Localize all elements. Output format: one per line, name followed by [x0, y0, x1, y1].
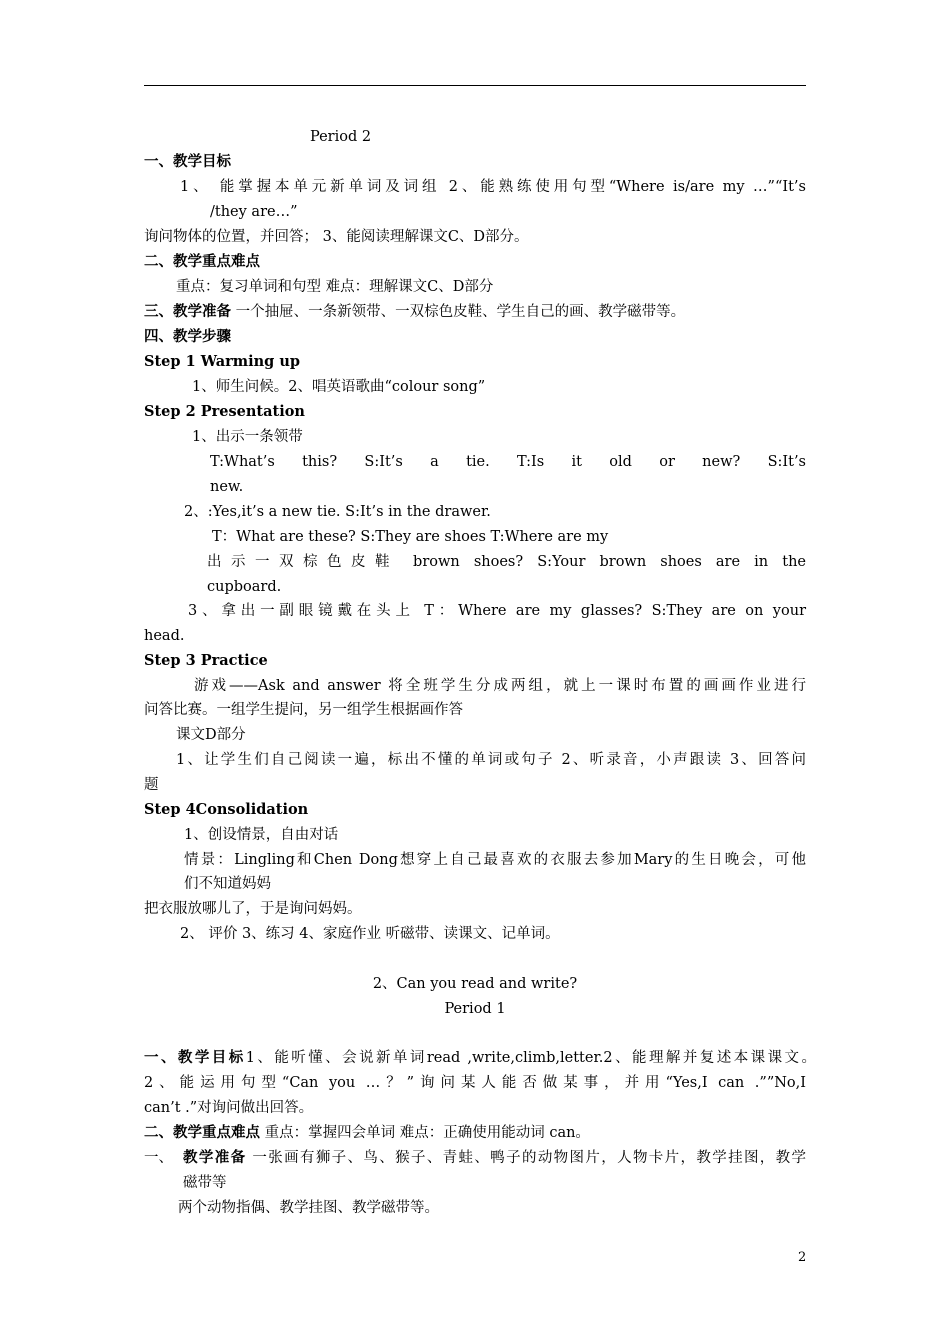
dialogue-line: 3、拿出一副眼镜戴在头上 T：Where are my glasses? S:They are on your: [188, 603, 806, 619]
section-heading: 教学准备: [183, 1149, 247, 1166]
paragraph: 1、让学生们自己阅读一遍，标出不懂的单词或句子 2、听录音，小声跟读 3、回答问: [176, 752, 806, 768]
section-heading: 四、教学步骤: [144, 328, 231, 345]
paragraph: [183, 1148, 806, 1168]
step-heading: Step 2 Presentation: [144, 403, 305, 420]
paragraph-text: 1、能听懂、会说新单词read ,write,climb,letter.2、能理解并复述本课课文。: [245, 1050, 817, 1066]
section-heading: 二、教学重点难点: [144, 253, 260, 270]
section-heading: 三、教学准备: [144, 303, 231, 320]
dialogue-line: T：What are these? S:They are shoes T:Where are my: [212, 529, 609, 545]
section-heading: 一、教学目标: [144, 153, 231, 170]
paragraph: 1、 能掌握本单元新单词及词组 2、能熟练使用句型“Where is/are my …”“It’s: [180, 179, 806, 195]
paragraph: 游戏——Ask and answer 将全班学生分成两组，就上一课时布置的画画作业进行: [194, 678, 806, 694]
paragraph: 们不知道妈妈: [184, 876, 271, 892]
paragraph: 2、 评价 3、练习 4、家庭作业 听磁带、读课文、记单词。: [180, 926, 560, 942]
paragraph: 询问物体的位置，并回答； 3、能阅读理解课文C、D部分。: [144, 229, 529, 245]
paragraph: 1、出示一条领带: [192, 429, 303, 445]
paragraph: 1、创设情景，自由对话: [184, 827, 339, 843]
paragraph-text: 一张画有狮子、鸟、猴子、青蛙、鸭子的动物图片，人物卡片，教学挂图，教学: [252, 1150, 807, 1166]
header-rule: [144, 85, 806, 86]
paragraph-text: 一个抽屉、一条新领带、一双棕色皮鞋、学生自己的画、教学磁带等。: [235, 304, 686, 320]
dialogue-line: head.: [144, 628, 185, 644]
paragraph: 两个动物指偶、教学挂图、教学磁带等。: [178, 1200, 439, 1216]
step-heading: Step 1 Warming up: [144, 353, 301, 370]
unit-title: 2、Can you read and write?: [372, 976, 578, 992]
paragraph: 课文D部分: [176, 727, 246, 743]
paragraph: 重点：复习单词和句型 难点：理解课文C、D部分: [176, 279, 494, 295]
paragraph: can’t .”对询问做出回答。: [144, 1100, 314, 1116]
paragraph: 1、师生问候。2、唱英语歌曲“colour song”: [192, 379, 486, 395]
paragraph: [144, 302, 685, 322]
paragraph: 问答比赛。一组学生提问，另一组学生根据画作答: [144, 702, 463, 718]
paragraph: 磁带等: [183, 1175, 227, 1191]
paragraph: 2、能运用句型“Can you …？”询问某人能否做某事，并用“Yes,I can .””No,I: [144, 1075, 806, 1091]
paragraph: [144, 1123, 590, 1143]
period-title: Period 2: [310, 129, 372, 145]
paragraph: [144, 1048, 816, 1068]
paragraph: 情景：Lingling和Chen Dong想穿上自己最喜欢的衣服去参加Mary的生日晚会，可他: [184, 852, 806, 868]
section-heading: 二、教学重点难点: [144, 1124, 260, 1141]
step-heading: Step 3 Practice: [144, 652, 268, 669]
dialogue-line: new.: [210, 479, 244, 495]
paragraph-text: 重点：掌握四会单词 难点：正确使用能动词 can。: [264, 1125, 590, 1141]
dialogue-line: T:What’s this? S:It’s a tie. T:Is it old or new? S:It’s: [210, 454, 806, 470]
period-title: Period 1: [444, 1001, 506, 1017]
paragraph: /they are…”: [210, 204, 298, 220]
dialogue-line: 2、:Yes,it’s a new tie. S:It’s in the drawer.: [184, 504, 491, 520]
page-number: 2: [798, 1250, 807, 1265]
paragraph: 题: [144, 777, 159, 793]
step-heading: Step 4Consolidation: [144, 801, 309, 818]
dialogue-line: cupboard.: [207, 579, 282, 595]
paragraph: 把衣服放哪儿了，于是询问妈妈。: [144, 901, 362, 917]
dialogue-line: 出示一双棕色皮鞋 brown shoes? S:Your brown shoes are in the: [207, 554, 806, 570]
section-heading: 一、教学目标: [144, 1049, 246, 1066]
list-number: 一、: [144, 1150, 173, 1166]
